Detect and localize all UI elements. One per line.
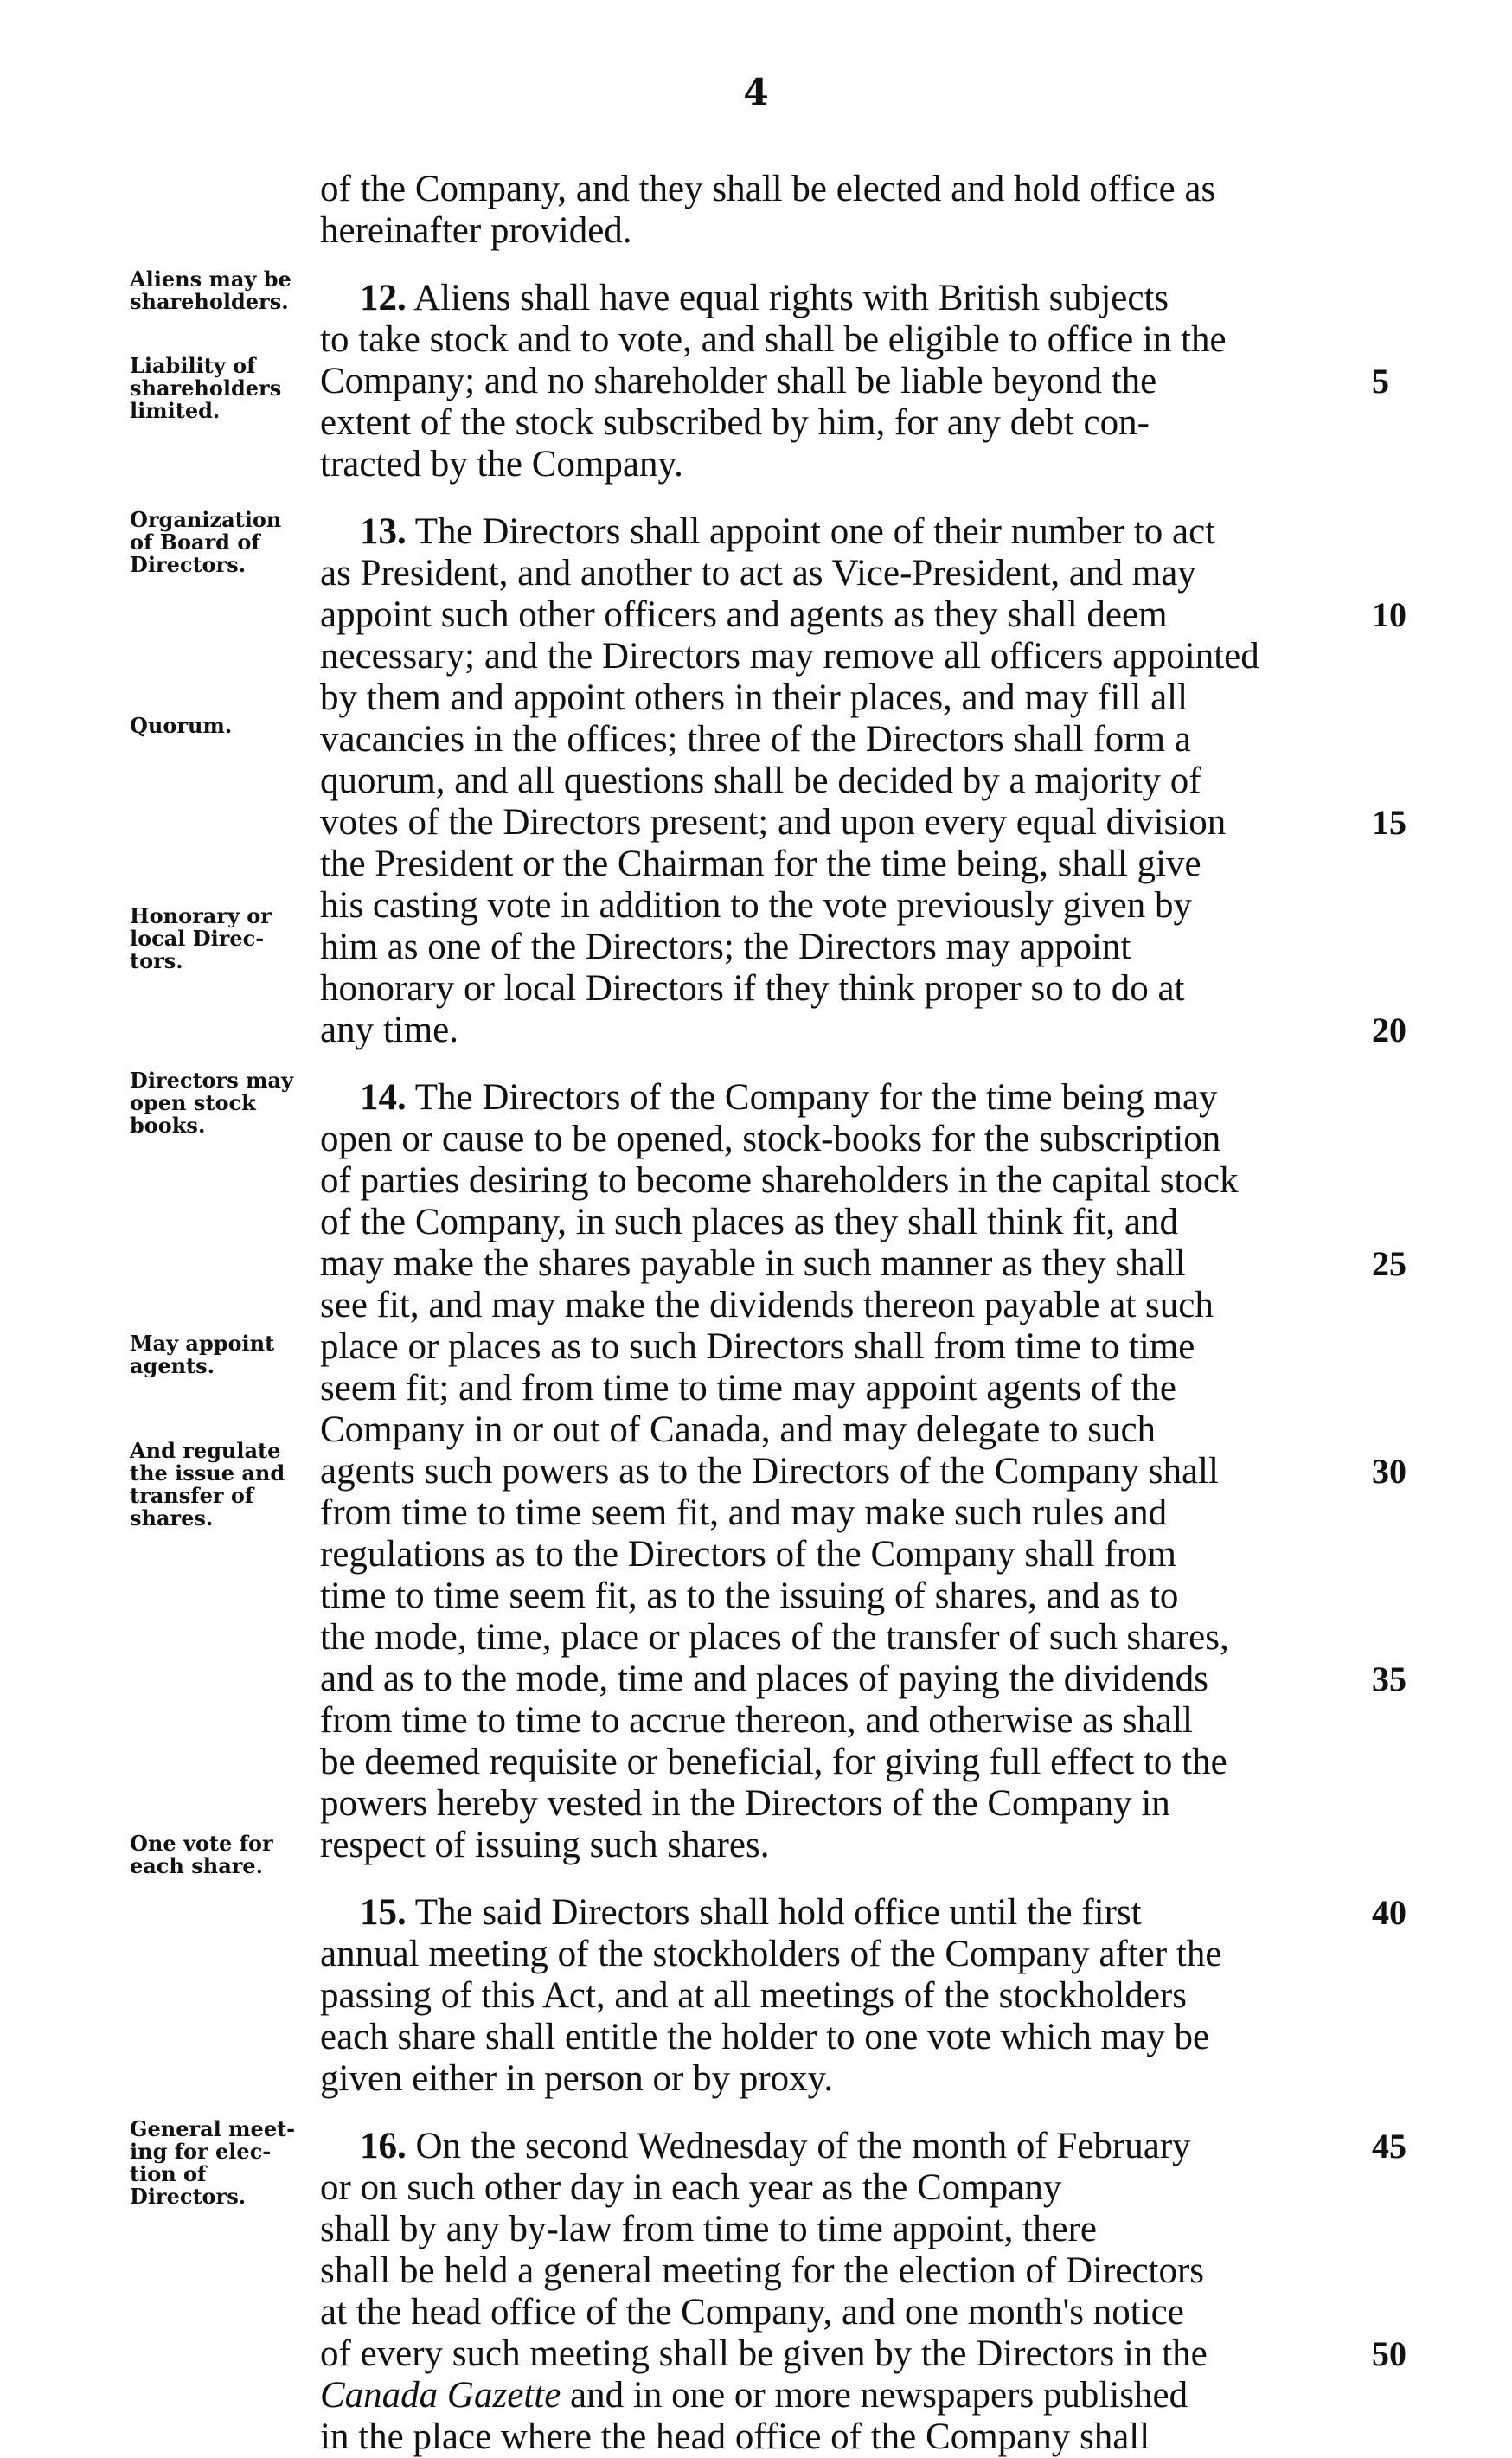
line-number: 20 bbox=[1372, 1011, 1406, 1049]
margin-note-line: shareholders bbox=[130, 375, 282, 401]
body-line: powers hereby vested in the Directors of the Company in bbox=[320, 1783, 1170, 1824]
margin-note-line: Directors. bbox=[130, 2184, 247, 2209]
body-line: to take stock and to vote, and shall be eligible to office in the bbox=[320, 319, 1227, 360]
margin-note-line: books. bbox=[130, 1113, 206, 1138]
margin-note-line: Directors may bbox=[130, 1068, 293, 1093]
body-line: or on such other day in each year as the Company bbox=[320, 2167, 1062, 2208]
margin-note-line: shares. bbox=[130, 1505, 214, 1531]
body-line: seem fit; and from time to time may appoint agents of the bbox=[320, 1368, 1176, 1409]
body-line: given either in person or by proxy. bbox=[320, 2058, 834, 2099]
body-line: 15. The said Directors shall hold office until the first bbox=[360, 1892, 1142, 1933]
body-line: honorary or local Directors if they think proper so to do at bbox=[320, 968, 1185, 1009]
section-number: 13. bbox=[360, 511, 407, 552]
line-number: 45 bbox=[1372, 2127, 1406, 2166]
section-number: 12. bbox=[360, 278, 407, 318]
margin-note bbox=[130, 268, 320, 313]
body-line: time to time seem fit, as to the issuing of shares, and as to bbox=[320, 1576, 1179, 1616]
body-line: respect of issuing such shares. bbox=[320, 1825, 770, 1865]
margin-note-line: local Direc- bbox=[130, 926, 265, 951]
page-number: 4 bbox=[743, 71, 769, 113]
line-number: 5 bbox=[1372, 362, 1389, 401]
body-line: may make the shares payable in such manner as they shall bbox=[320, 1243, 1186, 1284]
line-number: 10 bbox=[1372, 595, 1406, 634]
margin-note-line: Organization bbox=[130, 507, 282, 532]
body-line: shall by any by-law from time to time appoint, there bbox=[320, 2209, 1098, 2249]
body-line: the mode, time, place or places of the transfer of such shares, bbox=[320, 1617, 1229, 1658]
body-line: shall be held a general meeting for the election of Directors bbox=[320, 2250, 1205, 2291]
line-number: 35 bbox=[1372, 1659, 1406, 1698]
line-number: 50 bbox=[1372, 2334, 1406, 2373]
margin-note-line: tion of bbox=[130, 2161, 207, 2186]
margin-note-line: agents. bbox=[130, 1353, 215, 1378]
margin-note-line: One vote for bbox=[130, 1831, 273, 1856]
body-line: 13. The Directors shall appoint one of their number to act bbox=[360, 511, 1216, 552]
section-number: 15. bbox=[360, 1892, 407, 1933]
margin-note bbox=[130, 2118, 320, 2208]
margin-note-line: General meet- bbox=[130, 2116, 296, 2141]
margin-note bbox=[130, 1069, 320, 1137]
line-number: 15 bbox=[1372, 803, 1406, 842]
body-line: Company; and no shareholder shall be liable beyond the bbox=[320, 361, 1157, 401]
body-line: of the Company, and they shall be elected and hold office as bbox=[320, 169, 1216, 209]
body-line: passing of this Act, and at all meetings of the stockholders bbox=[320, 1975, 1187, 2016]
body-line: necessary; and the Directors may remove all officers appointed bbox=[320, 636, 1259, 677]
margin-note-line: tors. bbox=[130, 948, 183, 973]
margin-note-line: Liability of bbox=[130, 353, 256, 378]
margin-note bbox=[130, 905, 320, 972]
body-line: him as one of the Directors; the Directors may appoint bbox=[320, 927, 1131, 967]
margin-note bbox=[130, 355, 320, 422]
body-line: tracted by the Company. bbox=[320, 444, 683, 485]
margin-note-line: Directors. bbox=[130, 552, 247, 577]
line-number: 40 bbox=[1372, 1893, 1406, 1932]
body-line: of every such meeting shall be given by the Directors in the bbox=[320, 2333, 1208, 2374]
body-line: at the head office of the Company, and one month's notice bbox=[320, 2292, 1184, 2333]
margin-note-line: the issue and bbox=[130, 1460, 285, 1486]
margin-note bbox=[130, 1832, 320, 1877]
margin-note-line: And regulate bbox=[130, 1438, 281, 1463]
publication-title: Canada Gazette bbox=[320, 2375, 561, 2416]
margin-note-line: Quorum. bbox=[130, 713, 233, 738]
body-line: in the place where the head office of the Company shall bbox=[320, 2416, 1150, 2457]
margin-note-line: of Board of bbox=[130, 529, 260, 555]
body-line: agents such powers as to the Directors of the Company shall bbox=[320, 1451, 1219, 1492]
margin-note bbox=[130, 1332, 320, 1377]
body-line: of parties desiring to become shareholders in the capital stock bbox=[320, 1160, 1239, 1201]
margin-note bbox=[130, 715, 320, 737]
body-line: open or cause to be opened, stock-books for the subscription bbox=[320, 1119, 1221, 1159]
section-number: 16. bbox=[360, 2126, 407, 2166]
body-line: extent of the stock subscribed by him, for any debt con- bbox=[320, 402, 1150, 443]
body-line: see fit, and may make the dividends thereon payable at such bbox=[320, 1285, 1214, 1325]
margin-note-line: transfer of bbox=[130, 1483, 254, 1508]
margin-note-line: Honorary or bbox=[130, 903, 272, 928]
body-line: Canada Gazette and in one or more newspapers published bbox=[320, 2375, 1188, 2416]
body-line: any time. bbox=[320, 1010, 459, 1050]
body-line: hereinafter provided. bbox=[320, 210, 632, 251]
body-line: votes of the Directors present; and upon every equal division bbox=[320, 802, 1227, 843]
body-line: appoint such other officers and agents as they shall deem bbox=[320, 594, 1168, 635]
margin-note bbox=[130, 509, 320, 576]
section-number: 14. bbox=[360, 1077, 407, 1118]
margin-note-line: ing for elec- bbox=[130, 2139, 272, 2164]
body-line: 12. Aliens shall have equal rights with British subjects bbox=[360, 278, 1169, 318]
body-line: quorum, and all questions shall be decided by a majority of bbox=[320, 761, 1201, 801]
body-line: 14. The Directors of the Company for the time being may bbox=[360, 1077, 1218, 1118]
body-line: each share shall entitle the holder to one vote which may be bbox=[320, 2017, 1210, 2057]
body-line: the President or the Chairman for the time being, shall give bbox=[320, 844, 1201, 884]
body-line: by them and appoint others in their places, and may fill all bbox=[320, 677, 1188, 718]
body-line: annual meeting of the stockholders of the Company after the bbox=[320, 1934, 1222, 1974]
body-line: and as to the mode, time and places of paying the dividends bbox=[320, 1659, 1208, 1699]
body-line: as President, and another to act as Vice-President, and may bbox=[320, 553, 1196, 594]
margin-note-line: shareholders. bbox=[130, 289, 289, 314]
margin-note-line: May appoint bbox=[130, 1331, 275, 1356]
body-line: his casting vote in addition to the vote previously given by bbox=[320, 885, 1192, 926]
line-number: 25 bbox=[1372, 1244, 1406, 1283]
margin-note bbox=[130, 1440, 320, 1530]
body-line: Company in or out of Canada, and may delegate to such bbox=[320, 1409, 1156, 1450]
body-line: from time to time to accrue thereon, and otherwise as shall bbox=[320, 1700, 1193, 1741]
body-line: be deemed requisite or beneficial, for giving full effect to the bbox=[320, 1742, 1227, 1782]
body-line: regulations as to the Directors of the Company shall from bbox=[320, 1534, 1176, 1575]
body-line: 16. On the second Wednesday of the month of February bbox=[360, 2126, 1191, 2166]
body-line: of the Company, in such places as they shall think fit, and bbox=[320, 1202, 1178, 1242]
body-line: place or places as to such Directors shall from time to time bbox=[320, 1326, 1195, 1367]
line-number: 30 bbox=[1372, 1452, 1406, 1491]
margin-note-line: open stock bbox=[130, 1090, 256, 1115]
body-line: from time to time seem fit, and may make such rules and bbox=[320, 1492, 1168, 1533]
margin-note-line: each share. bbox=[130, 1853, 264, 1878]
margin-note-line: limited. bbox=[130, 398, 221, 423]
margin-note-line: Aliens may be bbox=[130, 266, 292, 292]
body-line: vacancies in the offices; three of the Directors shall form a bbox=[320, 719, 1191, 760]
